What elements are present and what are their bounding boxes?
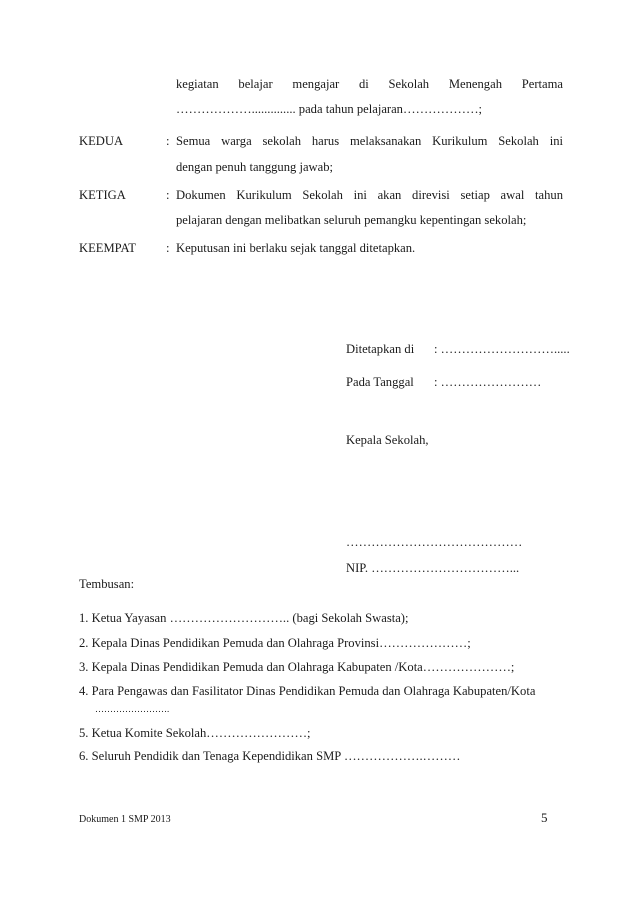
decision-kedua-line-1: Semua warga sekolah harus melaksanakan Kurikulum Sekolah ini (176, 134, 563, 148)
decision-label-kedua: KEDUA (79, 134, 124, 148)
decision-colon: : (166, 134, 170, 148)
intro-line-2: ……………….............. pada tahun pelajaran………………; (176, 102, 483, 116)
intro-line-1: kegiatan belajar mengajar di Sekolah Menengah Pertama (176, 77, 563, 91)
decision-label-ketiga: KETIGA (79, 188, 126, 202)
copies-item-4: 4. Para Pengawas dan Fasilitator Dinas Pendidikan Pemuda dan Olahraga Kabupaten/Kota (79, 684, 536, 698)
footer-doc-name: Dokumen 1 SMP 2013 (79, 814, 171, 825)
decision-colon: : (166, 188, 170, 202)
decision-colon: : (166, 241, 170, 255)
copies-heading: Tembusan: (79, 577, 135, 591)
decision-ketiga-line-1: Dokumen Kurikulum Sekolah ini akan direvisi setiap awal tahun (176, 188, 563, 202)
signature-place-value: : ………………………..... (434, 342, 570, 356)
decision-ketiga-line-2: pelajaran dengan melibatkan seluruh pemangku kepentingan sekolah; (176, 213, 527, 227)
signature-date-label: Pada Tanggal (346, 375, 414, 389)
signature-nip: NIP. ……………………………... (346, 561, 520, 575)
copies-item-4-continuation: ……………………. (95, 704, 170, 714)
copies-item-2: 2. Kepala Dinas Pendidikan Pemuda dan Olahraga Provinsi…………………; (79, 636, 471, 650)
signature-place-label: Ditetapkan di (346, 342, 415, 356)
decision-kedua-line-2: dengan penuh tanggung jawab; (176, 160, 334, 174)
copies-item-1: 1. Ketua Yayasan ……………………….. (bagi Sekolah Swasta); (79, 611, 409, 625)
copies-item-3: 3. Kepala Dinas Pendidikan Pemuda dan Olahraga Kabupaten /Kota…………………; (79, 660, 515, 674)
signature-date-value: : …………………… (434, 375, 542, 389)
copies-item-5: 5. Ketua Komite Sekolah……………………; (79, 726, 311, 740)
decision-label-keempat: KEEMPAT (79, 241, 136, 255)
decision-keempat-line-1: Keputusan ini berlaku sejak tanggal ditetapkan. (176, 241, 416, 255)
signature-name-line: …………………………………… (346, 535, 523, 549)
copies-item-6: 6. Seluruh Pendidik dan Tenaga Kependidikan SMP ……………….……… (79, 749, 461, 763)
page-number: 5 (541, 810, 548, 825)
signature-title: Kepala Sekolah, (346, 433, 429, 447)
